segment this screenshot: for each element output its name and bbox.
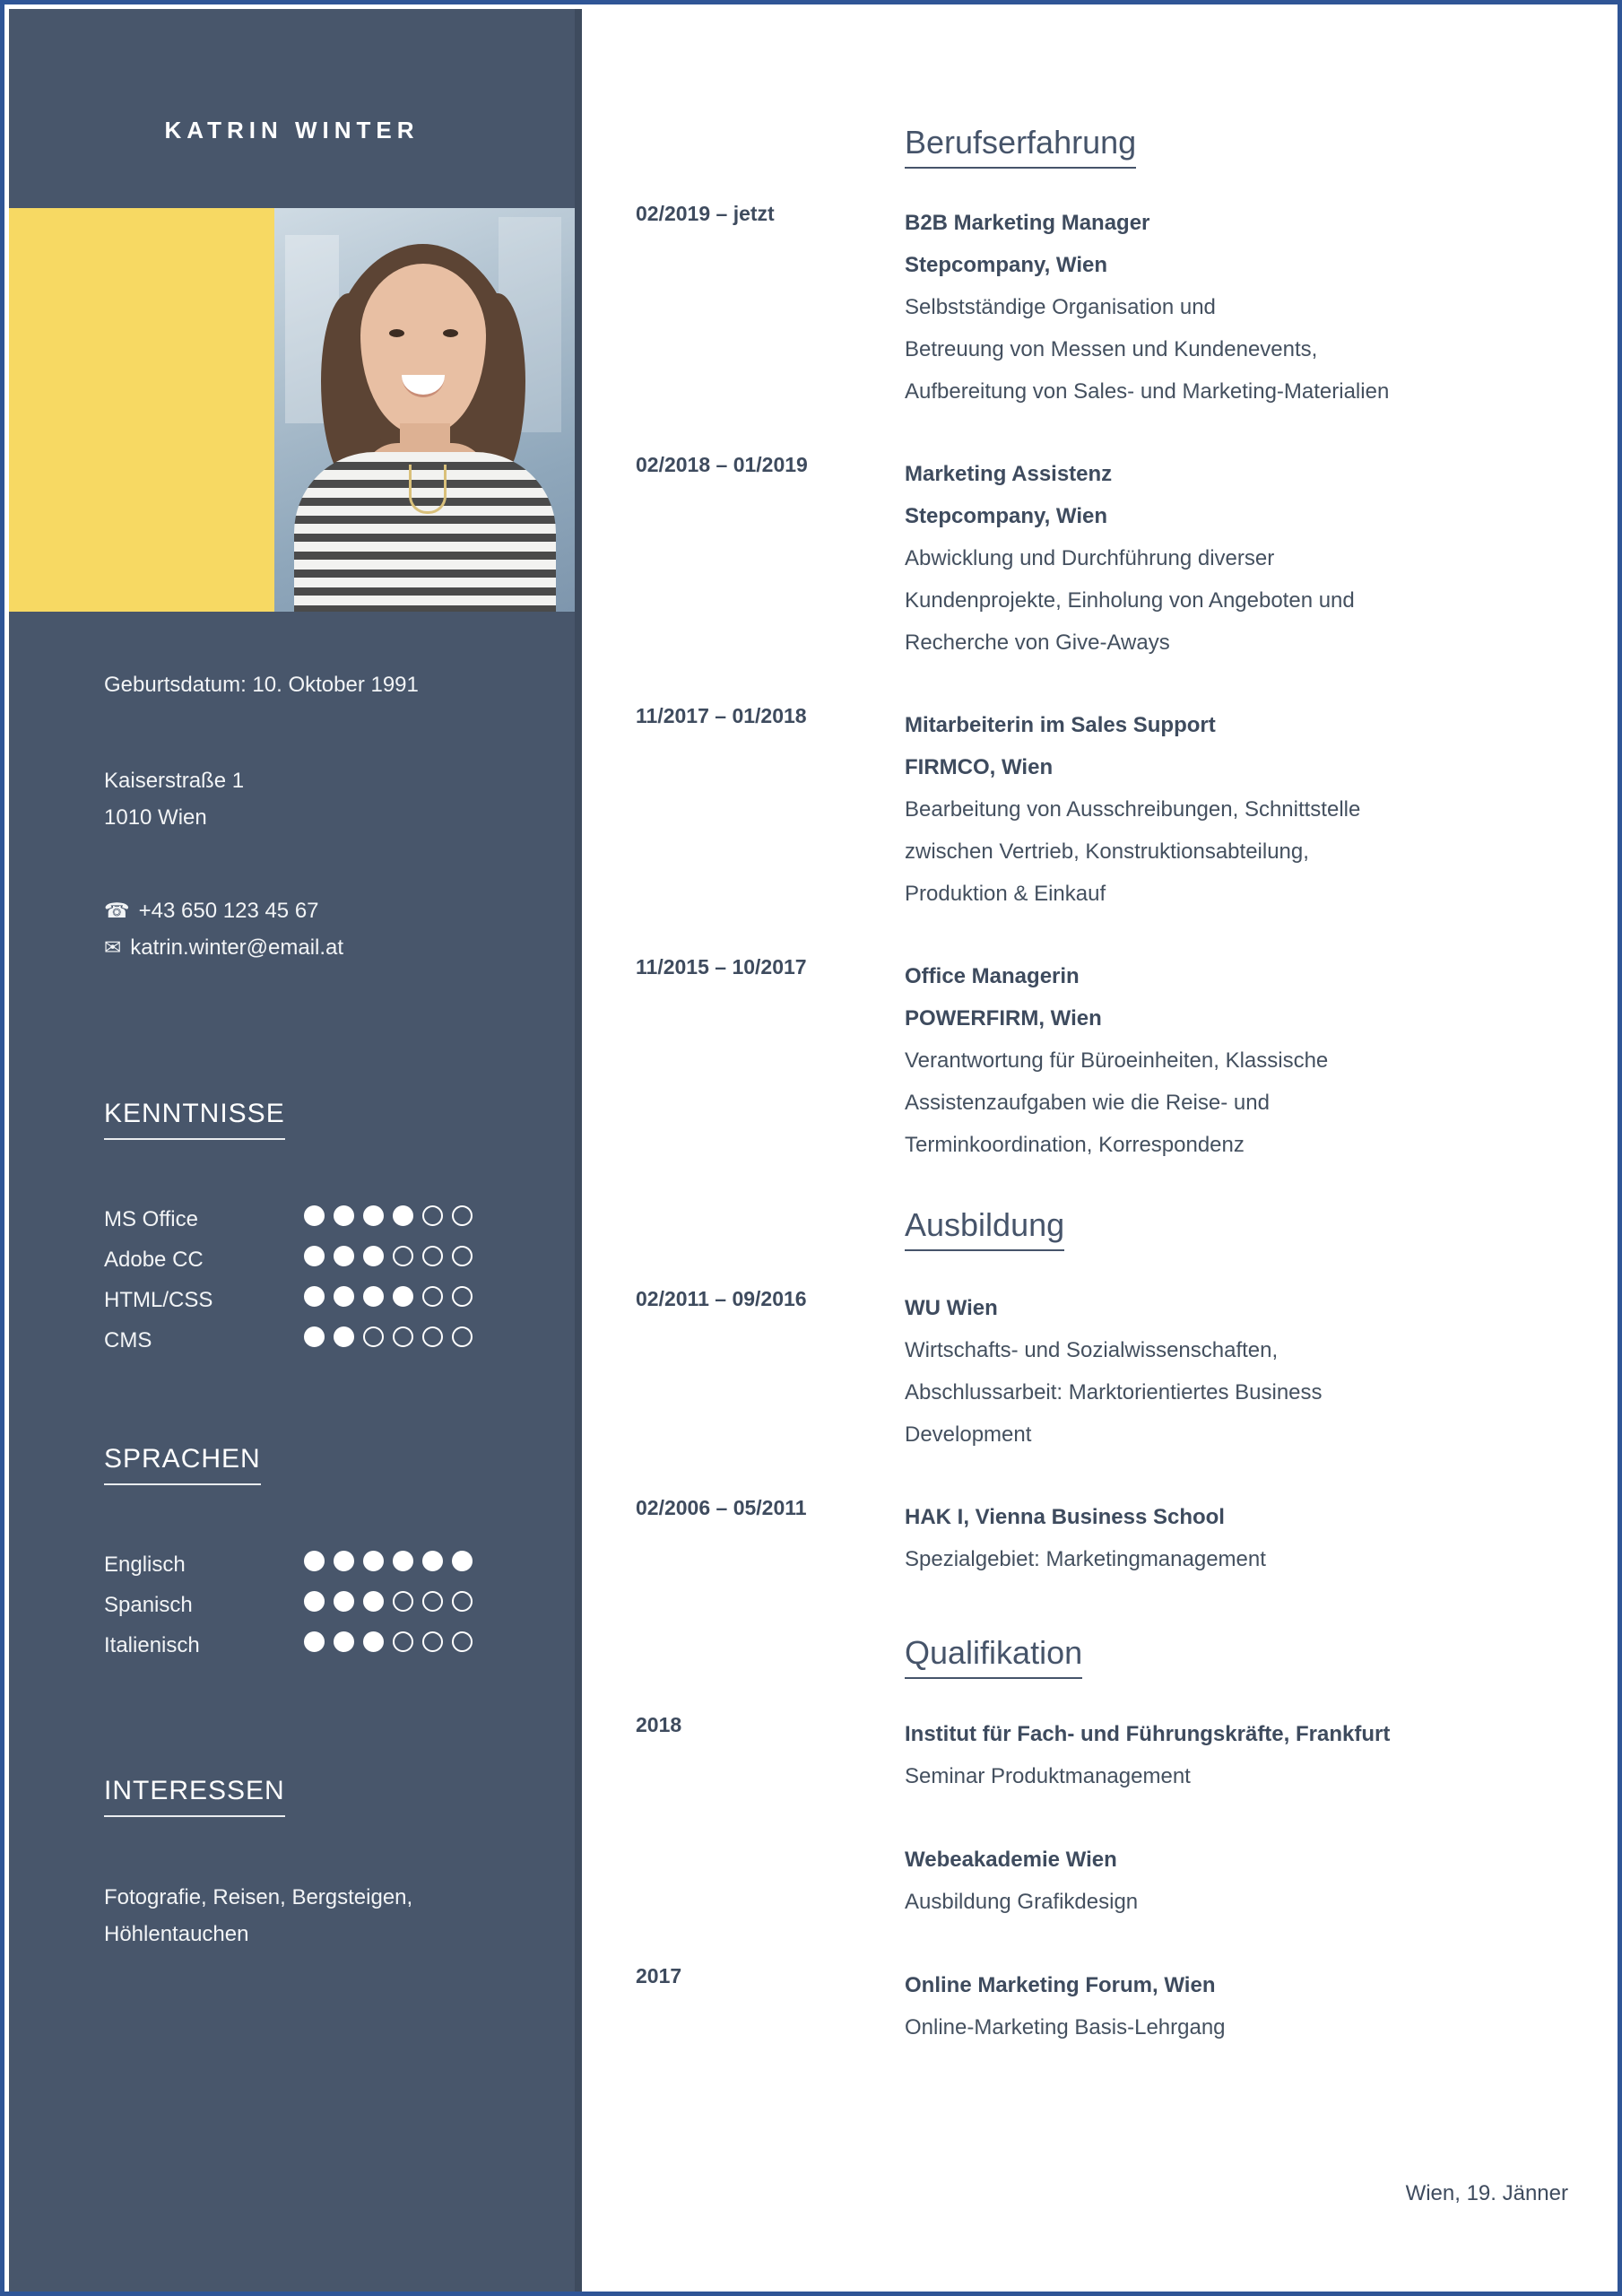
entry-desc-line: Abschlussarbeit: Marktorientiertes Business — [905, 1380, 1323, 1405]
entry-desc-line: Verantwortung für Büroeinheiten, Klassische — [905, 1048, 1329, 1073]
entry-company: Stepcompany, Wien — [905, 504, 1108, 528]
interests-line-1: Fotografie, Reisen, Bergsteigen, — [104, 1885, 413, 1909]
entry-body — [905, 202, 1577, 413]
entry-title: Marketing Assistenz — [905, 462, 1113, 486]
entry-desc-line: Recherche von Give-Aways — [905, 631, 1170, 655]
phone-icon: ☎ — [104, 899, 130, 922]
entry-body — [905, 453, 1577, 664]
entry-desc-line: Ausbildung Grafikdesign — [905, 1890, 1139, 1914]
resume-sheet — [9, 9, 1622, 2296]
phone-row[interactable] — [104, 892, 343, 929]
sidebar-edge — [575, 9, 582, 2296]
entry-desc-line: Assistenzaufgaben wie die Reise- und — [905, 1091, 1270, 1115]
photo-band — [9, 208, 575, 612]
mail-icon: ✉ — [104, 935, 122, 959]
phone-number: +43 650 123 45 67 — [138, 899, 319, 923]
entry-body — [905, 1713, 1577, 1797]
entry-desc-line: Selbstständige Organisation und — [905, 295, 1216, 319]
interests-line-2: Höhlentauchen — [104, 1922, 249, 1946]
email-row[interactable] — [104, 929, 343, 966]
entry-body — [905, 955, 1577, 1166]
candidate-name: KATRIN WINTER — [164, 117, 420, 144]
language-row — [104, 1547, 516, 1587]
section-title-education: Ausbildung — [905, 1206, 1064, 1251]
interests-text — [104, 1879, 412, 1952]
entry-desc-line: Terminkoordination, Korrespondenz — [905, 1133, 1245, 1157]
birthdate: Geburtsdatum: 10. Oktober 1991 — [104, 673, 419, 697]
address-block — [104, 762, 244, 836]
footer-place-date: Wien, 19. Jänner — [1405, 2181, 1568, 2205]
entry-desc-line: Development — [905, 1422, 1032, 1447]
language-rating — [304, 1631, 473, 1652]
entry-title: Webeakademie Wien — [905, 1848, 1117, 1872]
entry-desc-line: Online-Marketing Basis-Lehrgang — [905, 2015, 1226, 2039]
entry-date: 2017 — [636, 1964, 682, 1987]
skill-row — [104, 1242, 516, 1283]
entry-date: 11/2015 – 10/2017 — [636, 955, 807, 978]
languages-list — [104, 1547, 516, 1668]
entry-date: 02/2006 – 05/2011 — [636, 1496, 807, 1519]
skill-label: Adobe CC — [104, 1248, 204, 1272]
entry-company: POWERFIRM, Wien — [905, 1006, 1102, 1031]
language-row — [104, 1587, 516, 1628]
portrait-photo — [274, 208, 575, 612]
skill-rating — [304, 1286, 473, 1307]
skill-rating — [304, 1246, 473, 1266]
address-line-1: Kaiserstraße 1 — [104, 769, 245, 793]
entry-date: 02/2011 – 09/2016 — [636, 1287, 807, 1310]
sidebar — [9, 9, 575, 2296]
language-label: Englisch — [104, 1552, 186, 1577]
language-label: Spanisch — [104, 1593, 193, 1617]
skill-label: HTML/CSS — [104, 1288, 213, 1312]
entry-title: Online Marketing Forum, Wien — [905, 1973, 1216, 1997]
entry-date: 2018 — [636, 1713, 682, 1736]
entry-desc-line: Bearbeitung von Ausschreibungen, Schnittstelle — [905, 797, 1361, 822]
skill-row — [104, 1283, 516, 1323]
skill-row — [104, 1202, 516, 1242]
language-label: Italienisch — [104, 1633, 200, 1657]
entry-desc-line: Wirtschafts- und Sozialwissenschaften, — [905, 1338, 1279, 1362]
interests-heading: INTERESSEN — [104, 1776, 285, 1817]
skill-rating — [304, 1205, 473, 1226]
contact-block — [104, 892, 343, 966]
entry-title: HAK I, Vienna Business School — [905, 1505, 1225, 1529]
entry-desc-line: Kundenprojekte, Einholung von Angeboten und — [905, 588, 1355, 613]
entry-body — [905, 1496, 1577, 1580]
entry-desc-line: Spezialgebiet: Marketingmanagement — [905, 1547, 1266, 1571]
entry-date: 02/2018 – 01/2019 — [636, 453, 808, 476]
entry-desc-line: Produktion & Einkauf — [905, 882, 1106, 906]
address-line-2: 1010 Wien — [104, 805, 207, 830]
entry-desc-line: Betreuung von Messen und Kundenevents, — [905, 337, 1318, 361]
email-address: katrin.winter@email.at — [130, 935, 344, 960]
entry-body — [905, 1839, 1577, 1923]
entry-title: WU Wien — [905, 1296, 998, 1320]
language-rating — [304, 1591, 473, 1612]
section-title-experience: Berufserfahrung — [905, 124, 1136, 169]
entry-desc-line: Aufbereitung von Sales- und Marketing-Materialien — [905, 379, 1390, 404]
entry-company: FIRMCO, Wien — [905, 755, 1054, 779]
entry-title: B2B Marketing Manager — [905, 211, 1150, 235]
entry-title: Office Managerin — [905, 964, 1080, 988]
skill-rating — [304, 1326, 473, 1347]
language-row — [104, 1628, 516, 1668]
skill-row — [104, 1323, 516, 1363]
language-rating — [304, 1551, 473, 1571]
skills-heading: KENNTNISSE — [104, 1099, 285, 1140]
entry-desc-line: zwischen Vertrieb, Konstruktionsabteilung, — [905, 839, 1309, 864]
entry-body — [905, 1287, 1577, 1456]
yellow-accent-block — [9, 208, 274, 612]
entry-date: 02/2019 – jetzt — [636, 202, 775, 225]
entry-date: 11/2017 – 01/2018 — [636, 704, 807, 727]
entry-title: Mitarbeiterin im Sales Support — [905, 713, 1216, 737]
entry-body — [905, 1964, 1577, 2048]
entry-body — [905, 704, 1577, 915]
entry-desc-line: Abwicklung und Durchführung diverser — [905, 546, 1275, 570]
entry-title: Institut für Fach- und Führungskräfte, Frankfurt — [905, 1722, 1391, 1746]
section-title-qualification: Qualifikation — [905, 1634, 1082, 1679]
languages-heading: SPRACHEN — [104, 1444, 261, 1485]
main-content — [582, 9, 1622, 2296]
skill-label: MS Office — [104, 1207, 198, 1231]
entry-company: Stepcompany, Wien — [905, 253, 1108, 277]
entry-desc-line: Seminar Produktmanagement — [905, 1764, 1191, 1788]
skills-list — [104, 1202, 516, 1363]
skill-label: CMS — [104, 1328, 152, 1352]
